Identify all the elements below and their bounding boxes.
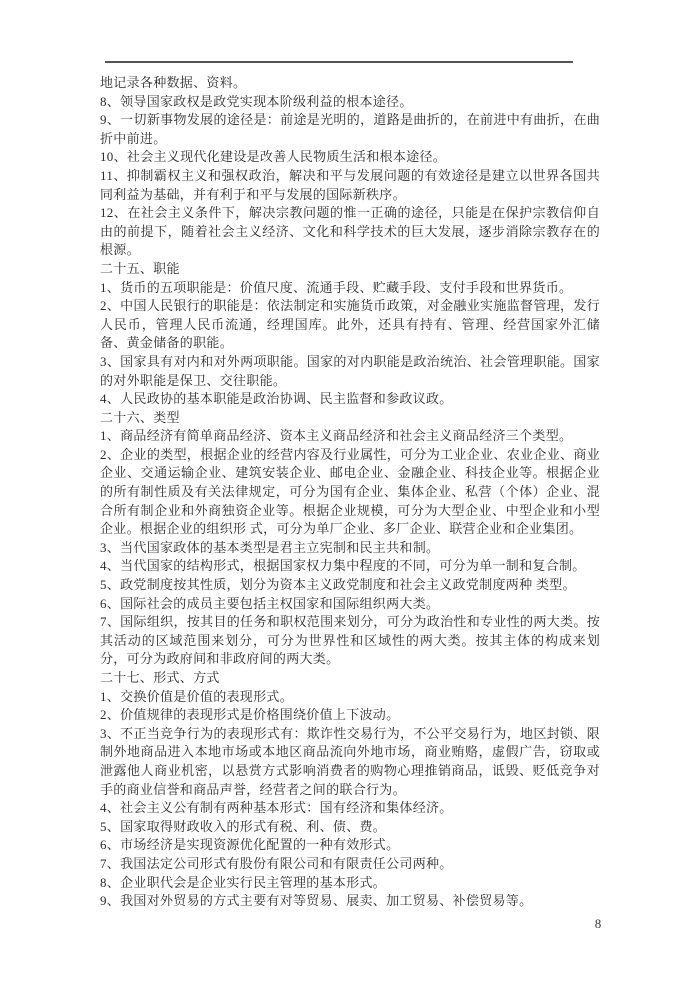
paragraph: 9、我国对外贸易的方式主要有对等贸易、展卖、加工贸易、补偿贸易等。	[100, 893, 533, 909]
paragraph: 5、政党制度按其性质，划分为资本主义政党制度和社会主义政党制度两种 类型。	[100, 577, 576, 593]
paragraph: 1、商品经济有简单商品经济、资本主义商品经济和社会主义商品经济三个类型。	[100, 428, 573, 444]
paragraph: 7、国际组织，按其目的任务和职权范围来划分，可分为政治性和专业性的两大类。按其活动的区域范围来划分，可分为世界性和区域性的两大类。按其主体的构成来划分，可分为政府间和非政府间的两大类。	[100, 614, 600, 667]
paragraph: 10、社会主义现代化建设是改善人民物质生活和根本途径。	[100, 149, 447, 165]
paragraph: 4、社会主义公有制有两种基本形式：国有经济和集体经济。	[100, 800, 453, 816]
paragraph: 3、不正当竞争行为的表现形式有：欺诈性交易行为，不公平交易行为，地区封锁、限制外地商品进入本地市场或本地区商品流向外地市场，商业贿赂，虚假广告，窃取或泄露他人商业机密，以悬赏方式影响消费者的购物心理推销商品，诋毁、贬低竞争对手的商业信誉和商品声誉，经营者之间的联合行为。	[100, 725, 600, 797]
paragraph: 5、国家取得财政收入的形式有税、利、债、费。	[100, 818, 387, 834]
paragraph: 6、市场经济是实现资源优化配置的一种有效形式。	[100, 837, 400, 853]
paragraph: 2、中国人民银行的职能是：依法制定和实施货币政策，对金融业实施监督管理，发行人民币，管理人民币流通，经理国库。此外，还具有持有、管理、经营国家外汇储备、黄金储备的职能。	[100, 298, 600, 351]
paragraph: 8、领导国家政权是政党实现本阶级利益的根本途径。	[100, 93, 413, 109]
paragraph: 1、货币的五项职能是：价值尺度、流通手段、贮藏手段、支付手段和世界货币。	[100, 279, 573, 295]
paragraph: 2、价值规律的表现形式是价格围绕价值上下波动。	[100, 707, 400, 723]
paragraph: 12、在社会主义条件下，解决宗教问题的惟一正确的途径，只能是在保护宗教信仰自由的前提下，随着社会主义经济、文化和科学技术的巨大发展，逐步消除宗教存在的根源。	[100, 205, 600, 258]
paragraph: 地记录各种数据、资料。	[100, 75, 247, 90]
paragraph: 3、当代国家政体的基本类型是君主立宪制和民主共和制。	[100, 539, 440, 555]
header-rule	[105, 61, 573, 63]
paragraph: 4、当代国家的结构形式，根据国家权力集中程度的不同，可分为单一制和复合制。	[100, 558, 586, 574]
paragraph: 6、国际社会的成员主要包括主权国家和国际组织两大类。	[100, 595, 440, 611]
section-heading: 二十七、形式、方式	[100, 670, 220, 685]
paragraph: 2、企业的类型，根据企业的经营内容及行业属性，可分为工业企业、农业企业、商业企业、交通运输企业、建筑安装企业、邮电企业、金融企业、科技企业等。根据企业的所有制性质及有关法律规定，可分为国有企业、集体企业、私营（个体）企业、混合所有制企业和外商独资企业等。根据企业规模，可分为大型企业、中型企业和小型企业。根据企业的组织形 式，可分为单厂企业、多厂企业、联营企业和企业集团。	[100, 446, 600, 537]
paragraph: 7、我国法定公司形式有股份有限公司和有限责任公司两种。	[100, 855, 453, 871]
page-number: 8	[594, 916, 602, 931]
paragraph: 1、交换价值是价值的表现形式。	[100, 688, 294, 704]
paragraph: 3、国家具有对内和对外两项职能。国家的对内职能是政治统治、社会管理职能。国家的对外职能是保卫、交往职能。	[100, 353, 600, 388]
paragraph: 11、抑制霸权主义和强权政治，解决和平与发展问题的有效途径是建立以世界各国共同利益为基础，并有利于和平与发展的国际新秩序。	[100, 167, 600, 202]
section-heading: 二十五、职能	[100, 260, 180, 276]
paragraph: 9、一切新事物发展的途径是：前途是光明的，道路是曲折的，在前进中有曲折，在曲折中前进。	[100, 112, 600, 146]
document-body	[100, 74, 600, 911]
paragraph: 4、人民政协的基本职能是政治协调、民主监督和参政议政。	[100, 391, 453, 407]
paragraph: 8、企业职代会是企业实行民主管理的基本形式。	[100, 874, 387, 890]
section-heading: 二十六、类型	[100, 409, 180, 425]
